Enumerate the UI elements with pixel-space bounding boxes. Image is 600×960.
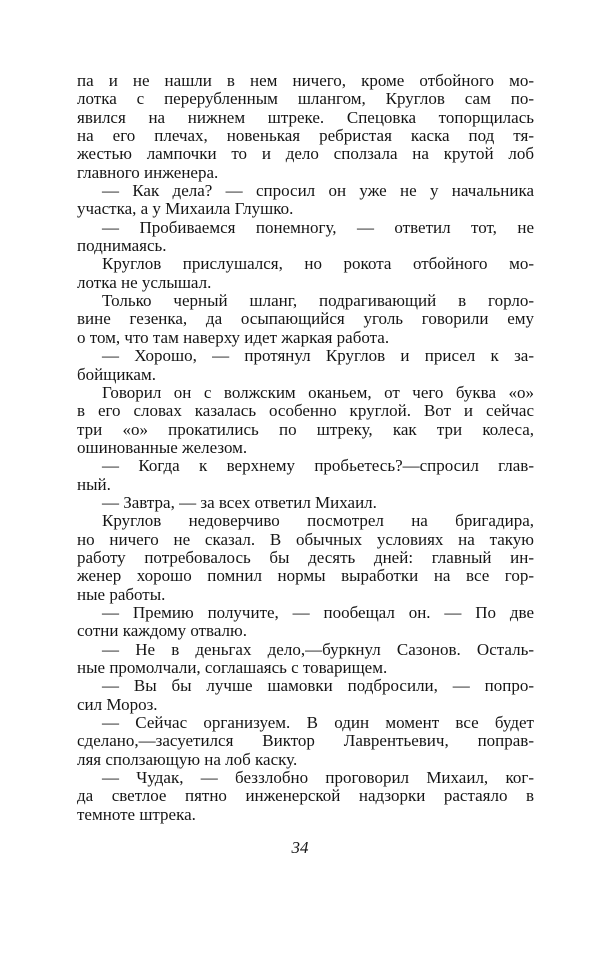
text-line: — Премию получите, — пообещал он. — По две <box>102 602 534 622</box>
text-line: но ничего не сказал. В обычных условиях на такую <box>77 529 534 549</box>
book-page-body <box>77 72 534 824</box>
text-line: — Вы бы лучше шамовки подбросили, — попро- <box>102 676 534 696</box>
text-line: па и не нашли в нем ничего, кроме отбойного мо- <box>77 71 534 90</box>
text-line: женер хорошо помнил нормы выработки на все гор- <box>77 566 534 586</box>
text-line: бойщикам. <box>77 364 156 384</box>
text-line: лотка не услышал. <box>77 272 212 292</box>
text-line: сил Мороз. <box>77 694 158 714</box>
text-line: поднимаясь. <box>77 236 167 256</box>
text-line: — Хорошо, — протянул Круглов и присел к за- <box>102 346 534 366</box>
text-line: — Когда к верхнему пробьетесь?—спросил глав- <box>102 456 534 476</box>
text-line: Говорил он с волжским оканьем, от чего буква «о» <box>102 382 534 402</box>
text-line: Круглов недоверчиво посмотрел на бригадира, <box>102 511 534 531</box>
text-line: — Чудак, — беззлобно проговорил Михаил, ког- <box>102 768 534 788</box>
text-line: — Завтра, — за всех ответил Михаил. <box>102 492 377 512</box>
text-line: — Не в деньгах дело,—буркнул Сазонов. Осталь- <box>102 639 534 659</box>
text-line: сотни каждому отвалю. <box>77 621 247 641</box>
text-line: главного инженера. <box>77 162 219 182</box>
text-line: Круглов прислушался, но рокота отбойного мо- <box>102 254 534 274</box>
page-number: 34 <box>291 838 309 857</box>
text-line: ляя сползающую на лоб каску. <box>77 749 298 769</box>
text-line: сделано,—засуетился Виктор Лаврентьевич, поправ- <box>77 731 534 751</box>
text-line: о том, что там наверху идет жаркая работа. <box>77 327 390 347</box>
text-line: ные промолчали, соглашаясь с товарищем. <box>77 658 388 677</box>
text-line: участка, а у Михаила Глушко. <box>77 199 294 219</box>
text-line: вине гезенка, да осыпающийся уголь говорили ему <box>77 309 534 329</box>
text-line: ошинованные железом. <box>77 437 248 457</box>
text-line: явился на нижнем штреке. Спецовка топорщилась <box>77 107 534 127</box>
text-line: — Сейчас организуем. В один момент все будет <box>102 713 534 733</box>
text-line: на его плечах, новенькая ребристая каска под тя- <box>77 126 534 146</box>
text-line: жестью лампочки то и дело сползала на крутой лоб <box>77 144 534 164</box>
text-line: в его словах казалась особенно круглой. Вот и сейчас <box>77 401 534 421</box>
text-line: три «о» прокатились по штреку, как три колеса, <box>77 419 534 439</box>
text-line: — Как дела? — спросил он уже не у начальника <box>102 181 534 201</box>
text-line: темноте штрека. <box>77 804 196 824</box>
text-line: Только черный шланг, подрагивающий в горло- <box>102 291 534 311</box>
text-line: работу потребовалось бы десять дней: главный ин- <box>77 547 534 567</box>
text-line: ные работы. <box>77 584 166 604</box>
text-line: да светлое пятно инженерской надзорки растаяло в <box>77 786 534 806</box>
text-line: — Пробиваемся понемногу, — ответил тот, не <box>102 217 534 237</box>
text-line: лотка с перерубленным шлангом, Круглов сам по- <box>77 89 534 109</box>
text-line: ный. <box>77 474 111 494</box>
